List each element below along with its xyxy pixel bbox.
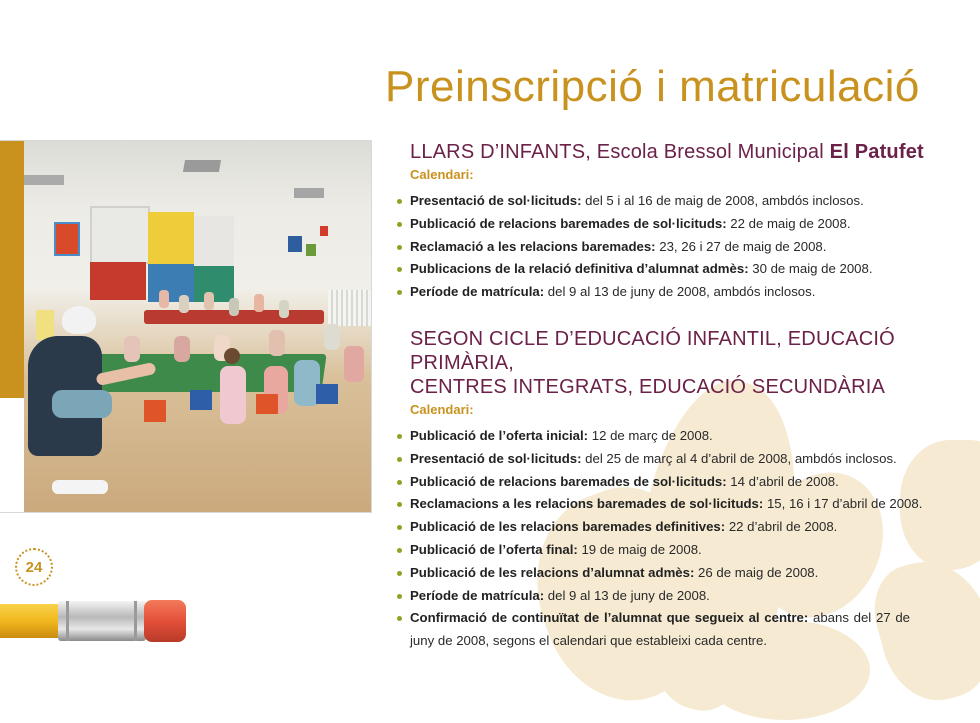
item-text: del 9 al 13 de juny de 2008, ambdós inclosos. — [544, 284, 816, 300]
list-item — [410, 236, 924, 259]
section-heading-line: SEGON CICLE D’EDUCACIÓ INFANTIL, EDUCACIÓ PRIMÀRIA, — [410, 328, 895, 374]
item-label: Publicació de l’oferta inicial: — [410, 428, 589, 443]
bullet-dot-icon — [397, 571, 402, 576]
page-title: Preinscripció i matriculació — [385, 62, 920, 111]
bullet-dot-icon — [397, 594, 402, 599]
pencil-illustration — [0, 596, 190, 646]
item-label: Publicació de l’oferta final: — [410, 541, 578, 557]
item-text: del 5 i al 16 de maig de 2008, ambdós inclosos. — [581, 193, 864, 208]
list-item — [410, 190, 924, 213]
item-label: Reclamació a les relacions baremades: — [410, 238, 656, 254]
bullet-dot-icon — [397, 457, 402, 462]
list-item — [410, 539, 980, 562]
bullet-dot-icon — [397, 267, 402, 272]
list-item — [410, 607, 910, 653]
list-item — [410, 471, 980, 494]
item-label: Presentació de sol·licituds: — [410, 193, 582, 208]
calendar-label: Calendari: — [410, 167, 474, 182]
section-heading-text: LLARS D’INFANTS, Escola Bressol Municipal — [410, 141, 830, 163]
item-label: Període de matrícula: — [410, 587, 545, 603]
section-heading-line: CENTRES INTEGRATS, EDUCACIÓ SECUNDÀRIA — [410, 376, 886, 398]
item-text: del 9 al 13 de juny de 2008. — [544, 587, 710, 603]
list-item — [410, 448, 980, 471]
calendar-label: Calendari: — [410, 402, 474, 417]
item-text: 26 de maig de 2008. — [694, 564, 819, 580]
item-text: 19 de maig de 2008. — [577, 541, 702, 557]
calendar-list — [410, 190, 924, 304]
item-text: 14 d’abril de 2008. — [726, 473, 839, 489]
item-text: 22 d’abril de 2008. — [725, 519, 838, 535]
item-label: Publicació de les relacions baremades definitives: — [410, 519, 726, 535]
page-number-badge — [15, 548, 53, 586]
item-label: Publicació de les relacions d’alumnat admès: — [410, 564, 695, 580]
page-number: 24 — [25, 558, 43, 576]
item-label: Confirmació de continuïtat de l’alumnat que segueix al centre: — [410, 610, 809, 626]
bullet-dot-icon — [397, 245, 402, 250]
item-text: abans del 27 de juny de 2008, segons el calendari que estableixi cada centre. — [410, 610, 910, 649]
list-item — [410, 258, 924, 281]
bullet-dot-icon — [397, 525, 402, 530]
bullet-dot-icon — [397, 616, 402, 621]
item-text: 15, 16 i 17 d’abril de 2008. — [763, 496, 923, 512]
section-llars-infants — [410, 140, 924, 304]
section-segon-cicle — [410, 327, 980, 653]
item-text: 22 de maig de 2008. — [726, 215, 851, 231]
bullet-dot-icon — [397, 502, 402, 507]
calendar-list — [410, 425, 980, 653]
list-item — [410, 281, 924, 304]
item-label: Període de matrícula: — [410, 284, 545, 300]
item-label: Reclamacions a les relacions baremades de sol·licituds: — [410, 496, 764, 512]
item-text: 23, 26 i 27 de maig de 2008. — [655, 238, 827, 254]
item-label: Publicació de relacions baremades de sol·licituds: — [410, 473, 727, 489]
list-item — [410, 213, 924, 236]
bullet-dot-icon — [397, 480, 402, 485]
list-item — [410, 585, 980, 608]
list-item — [410, 562, 980, 585]
list-item — [410, 493, 980, 516]
item-text: del 25 de març al 4 d’abril de 2008, ambdós inclosos. — [581, 450, 897, 466]
section-heading — [410, 140, 924, 164]
item-text: 12 de març de 2008. — [588, 428, 713, 443]
list-item — [410, 425, 980, 448]
item-text: 30 de maig de 2008. — [748, 261, 873, 277]
bullet-dot-icon — [397, 434, 402, 439]
bullet-dot-icon — [397, 199, 402, 204]
bullet-dot-icon — [397, 222, 402, 227]
item-label: Presentació de sol·licituds: — [410, 450, 582, 466]
item-label: Publicacions de la relació definitiva d’alumnat admès: — [410, 261, 749, 277]
bullet-dot-icon — [397, 548, 402, 553]
list-item — [410, 516, 980, 539]
section-heading — [410, 327, 980, 399]
bullet-dot-icon — [397, 290, 402, 295]
photo-frame — [0, 140, 372, 513]
school-name: El Patufet — [829, 141, 924, 163]
item-label: Publicació de relacions baremades de sol·licituds: — [410, 215, 727, 231]
